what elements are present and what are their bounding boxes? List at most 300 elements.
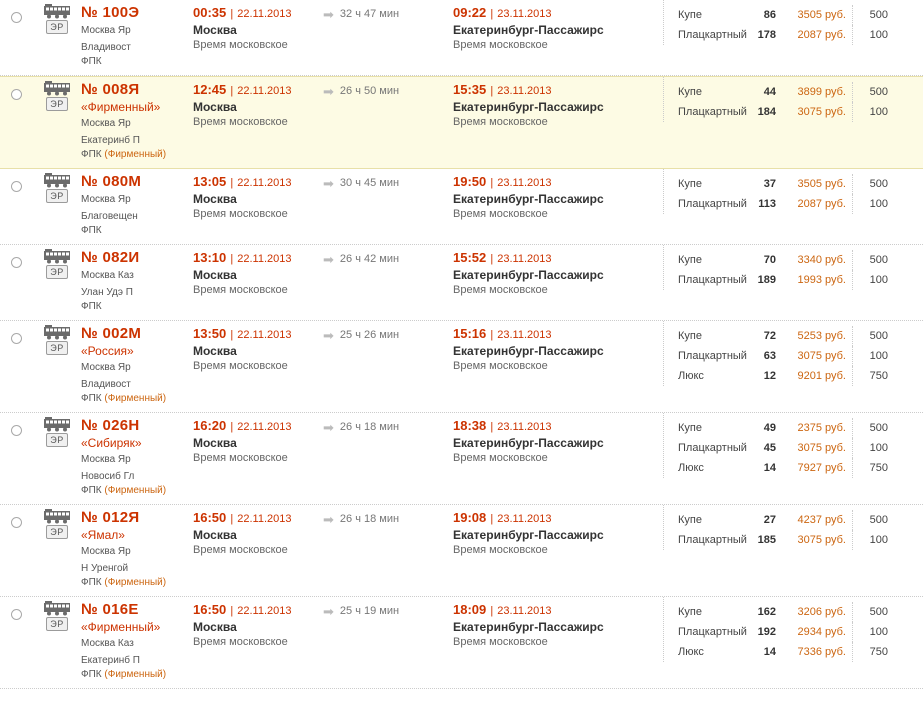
departure-station: Москва <box>193 436 237 450</box>
arrival-timezone: Время московское <box>453 360 548 372</box>
travel-duration: 26 ч 50 мин <box>339 85 400 97</box>
departure-station: Москва <box>193 620 237 634</box>
train-number[interactable]: № 016Е <box>81 601 139 618</box>
train-type-cell <box>33 321 81 355</box>
arrival-station: Екатеринбург-Пассажирс <box>453 528 604 542</box>
fare-service-fee: 750 <box>852 366 896 386</box>
fare-service-fee: 500 <box>852 326 896 346</box>
select-train-cell[interactable] <box>0 413 33 436</box>
fare-price[interactable]: 9201 руб. <box>797 370 846 382</box>
select-train-radio[interactable] <box>11 89 22 100</box>
carrier-code: ФПК <box>81 577 102 588</box>
train-result-row-4[interactable] <box>0 321 923 413</box>
select-train-radio[interactable] <box>11 12 22 23</box>
fare-row[interactable] <box>664 622 923 642</box>
fare-class: Купе <box>678 254 702 266</box>
train-route-from: Москва Каз <box>81 270 134 281</box>
fare-seats-available: 27 <box>763 514 776 526</box>
arrival-cell <box>453 77 663 128</box>
train-info-cell <box>81 0 193 75</box>
arrival-cell <box>453 0 663 51</box>
select-train-radio[interactable] <box>11 425 22 436</box>
fare-price[interactable]: 5253 руб. <box>797 330 846 342</box>
train-type-cell <box>33 0 81 34</box>
fare-service-fee: 500 <box>852 602 896 622</box>
train-route-from: Москва Каз <box>81 638 134 649</box>
arrival-datetime <box>453 250 663 265</box>
train-info-cell <box>81 245 193 320</box>
fare-price[interactable]: 3075 руб. <box>797 350 846 362</box>
train-route-to: Екатеринб П <box>81 135 140 146</box>
departure-station: Москва <box>193 192 237 206</box>
select-train-cell[interactable] <box>0 597 33 620</box>
carrier-code: ФПК <box>81 225 102 236</box>
departure-cell <box>193 0 323 51</box>
fare-class: Купе <box>678 422 702 434</box>
train-route-from: Москва Яр <box>81 194 131 205</box>
arrival-date: 23.11.2013 <box>497 177 552 189</box>
select-train-radio[interactable] <box>11 517 22 528</box>
train-icon <box>44 4 70 19</box>
train-number[interactable]: № 002М <box>81 325 142 342</box>
departure-station: Москва <box>193 344 237 358</box>
arrival-time: 19:50 <box>453 174 487 189</box>
fare-price[interactable]: 7927 руб. <box>797 462 846 474</box>
train-name: «Фирменный» <box>81 100 161 114</box>
fare-price[interactable]: 2087 руб. <box>797 198 846 210</box>
duration-cell <box>323 0 453 20</box>
departure-date: 22.11.2013 <box>237 513 292 525</box>
fare-class: Купе <box>678 514 702 526</box>
departure-datetime <box>193 174 323 189</box>
fare-seats-available: 49 <box>763 422 776 434</box>
fare-class: Купе <box>678 86 702 98</box>
arrival-station: Екатеринбург-Пассажирс <box>453 620 604 634</box>
travel-duration: 30 ч 45 мин <box>339 177 400 189</box>
train-carrier <box>81 224 193 244</box>
carrier-code: ФПК <box>81 301 102 312</box>
fare-price[interactable]: 3075 руб. <box>797 442 846 454</box>
train-result-row-1[interactable] <box>0 76 923 169</box>
arrival-datetime <box>453 510 663 525</box>
fare-service-fee: 500 <box>852 510 896 530</box>
select-train-radio[interactable] <box>11 333 22 344</box>
train-number[interactable]: № 100Э <box>81 4 140 21</box>
train-route-to: Владивост <box>81 379 131 390</box>
fare-row[interactable] <box>664 346 923 366</box>
datetime-separator: | <box>490 253 494 265</box>
fare-row[interactable] <box>664 82 923 102</box>
train-info-cell <box>81 169 193 244</box>
fare-seats-available: 37 <box>763 178 776 190</box>
arrival-datetime <box>453 174 663 189</box>
departure-time: 16:50 <box>193 510 227 525</box>
datetime-separator: | <box>490 177 494 189</box>
electronic-registration-badge: ЭР <box>46 433 67 447</box>
fare-class: Плацкартный <box>678 626 747 638</box>
arrival-station: Екатеринбург-Пассажирс <box>453 23 604 37</box>
departure-time: 16:20 <box>193 418 227 433</box>
fare-class: Плацкартный <box>678 534 747 546</box>
arrival-cell <box>453 169 663 220</box>
departure-timezone: Время московское <box>193 39 288 51</box>
fare-service-fee: 500 <box>852 174 896 194</box>
fare-price[interactable]: 3899 руб. <box>797 86 846 98</box>
train-route-to: Улан Удэ П <box>81 287 133 298</box>
carrier-code: ФПК <box>81 485 102 496</box>
fare-row[interactable] <box>664 438 923 458</box>
fare-seats-available: 184 <box>757 106 776 118</box>
travel-duration: 26 ч 18 мин <box>339 421 400 433</box>
select-train-radio[interactable] <box>11 181 22 192</box>
departure-cell <box>193 245 323 296</box>
train-name: «Сибиряк» <box>81 436 142 450</box>
fare-row[interactable] <box>664 194 923 214</box>
fare-price[interactable]: 2934 руб. <box>797 626 846 638</box>
datetime-separator: | <box>490 8 494 20</box>
datetime-separator: | <box>490 85 494 97</box>
departure-time: 12:45 <box>193 82 227 97</box>
carrier-code: ФПК <box>81 149 102 160</box>
select-train-radio[interactable] <box>11 609 22 620</box>
fare-price[interactable]: 3075 руб. <box>797 106 846 118</box>
arrival-station: Екатеринбург-Пассажирс <box>453 192 604 206</box>
fare-row[interactable] <box>664 5 923 25</box>
datetime-separator: | <box>230 253 234 265</box>
fare-price[interactable]: 3340 руб. <box>797 254 846 266</box>
electronic-registration-badge: ЭР <box>46 265 67 279</box>
train-info-cell <box>81 597 193 688</box>
arrival-time: 18:38 <box>453 418 487 433</box>
fare-price[interactable]: 1993 руб. <box>797 274 846 286</box>
select-train-cell[interactable] <box>0 169 33 192</box>
fare-row[interactable] <box>664 102 923 122</box>
departure-time: 13:05 <box>193 174 227 189</box>
train-number[interactable]: № 012Я <box>81 509 140 526</box>
datetime-separator: | <box>230 8 234 20</box>
fare-price[interactable]: 2087 руб. <box>797 29 846 41</box>
train-type-cell <box>33 77 81 111</box>
duration-cell <box>323 77 453 97</box>
carrier-firm-label: (Фирменный) <box>104 577 167 588</box>
train-route-from: Москва Яр <box>81 454 131 465</box>
arrival-timezone: Время московское <box>453 636 548 648</box>
train-route-from: Москва Яр <box>81 118 131 129</box>
train-icon <box>44 249 70 264</box>
arrow-right-icon: ➡ <box>323 419 334 435</box>
arrival-datetime <box>453 326 663 341</box>
fares-cell <box>663 245 923 290</box>
departure-cell <box>193 597 323 648</box>
fare-service-fee: 100 <box>852 270 896 290</box>
duration-cell <box>323 321 453 341</box>
train-route-to: Благовещен <box>81 211 138 222</box>
departure-datetime <box>193 418 323 433</box>
departure-date: 22.11.2013 <box>237 329 292 341</box>
carrier-firm-label: (Фирменный) <box>104 669 167 680</box>
arrow-right-icon: ➡ <box>323 6 334 22</box>
arrival-datetime <box>453 82 663 97</box>
datetime-separator: | <box>490 605 494 617</box>
fare-service-fee: 500 <box>852 5 896 25</box>
fare-row[interactable] <box>664 326 923 346</box>
datetime-separator: | <box>490 421 494 433</box>
arrival-date: 23.11.2013 <box>497 513 552 525</box>
train-route-from: Москва Яр <box>81 546 131 557</box>
arrow-right-icon: ➡ <box>323 603 334 619</box>
electronic-registration-badge: ЭР <box>46 189 67 203</box>
arrival-datetime <box>453 5 663 20</box>
datetime-separator: | <box>490 513 494 525</box>
fare-service-fee: 500 <box>852 418 896 438</box>
train-info-cell <box>81 413 193 504</box>
travel-duration: 26 ч 18 мин <box>339 513 400 525</box>
fare-row[interactable] <box>664 510 923 530</box>
fare-price[interactable]: 2375 руб. <box>797 422 846 434</box>
fare-class: Плацкартный <box>678 442 747 454</box>
duration-cell <box>323 169 453 189</box>
datetime-separator: | <box>230 329 234 341</box>
departure-datetime <box>193 602 323 617</box>
train-number[interactable]: № 082И <box>81 249 140 266</box>
arrival-time: 18:09 <box>453 602 487 617</box>
departure-timezone: Время московское <box>193 636 288 648</box>
departure-station: Москва <box>193 100 237 114</box>
arrival-timezone: Время московское <box>453 284 548 296</box>
arrival-cell <box>453 413 663 464</box>
arrival-timezone: Время московское <box>453 208 548 220</box>
select-train-cell[interactable] <box>0 321 33 344</box>
train-info-cell <box>81 321 193 412</box>
travel-duration: 25 ч 19 мин <box>339 605 400 617</box>
electronic-registration-badge: ЭР <box>46 617 67 631</box>
travel-duration: 26 ч 42 мин <box>339 253 400 265</box>
fare-service-fee: 100 <box>852 530 896 550</box>
fares-cell <box>663 321 923 386</box>
train-type-cell <box>33 597 81 631</box>
train-result-row-0[interactable] <box>0 0 923 76</box>
fare-service-fee: 750 <box>852 642 896 662</box>
departure-datetime <box>193 82 323 97</box>
fare-class: Плацкартный <box>678 274 747 286</box>
fare-row[interactable] <box>664 602 923 622</box>
select-train-cell[interactable] <box>0 505 33 528</box>
arrival-date: 23.11.2013 <box>497 8 552 20</box>
train-type-cell <box>33 505 81 539</box>
arrival-date: 23.11.2013 <box>497 605 552 617</box>
train-result-row-7[interactable] <box>0 597 923 689</box>
train-result-row-3[interactable] <box>0 245 923 321</box>
arrow-right-icon: ➡ <box>323 175 334 191</box>
train-type-cell <box>33 245 81 279</box>
departure-timezone: Время московское <box>193 284 288 296</box>
fare-seats-available: 192 <box>757 626 776 638</box>
fare-row[interactable] <box>664 270 923 290</box>
departure-cell <box>193 413 323 464</box>
departure-cell <box>193 169 323 220</box>
train-carrier <box>81 668 193 688</box>
electronic-registration-badge: ЭР <box>46 525 67 539</box>
train-icon <box>44 81 70 96</box>
fare-service-fee: 100 <box>852 25 896 45</box>
fare-class: Плацкартный <box>678 350 747 362</box>
fare-seats-available: 44 <box>763 86 776 98</box>
arrival-date: 23.11.2013 <box>497 253 552 265</box>
travel-duration: 32 ч 47 мин <box>339 8 400 20</box>
fare-seats-available: 162 <box>757 606 776 618</box>
departure-timezone: Время московское <box>193 116 288 128</box>
arrival-cell <box>453 321 663 372</box>
arrival-station: Екатеринбург-Пассажирс <box>453 436 604 450</box>
fare-price[interactable]: 3505 руб. <box>797 178 846 190</box>
fare-seats-available: 14 <box>763 646 776 658</box>
fare-seats-available: 189 <box>757 274 776 286</box>
datetime-separator: | <box>230 177 234 189</box>
arrival-time: 09:22 <box>453 5 487 20</box>
fare-class: Плацкартный <box>678 198 747 210</box>
fare-row[interactable] <box>664 25 923 45</box>
select-train-cell[interactable] <box>0 0 33 23</box>
fare-price[interactable]: 7336 руб. <box>797 646 846 658</box>
electronic-registration-badge: ЭР <box>46 20 67 34</box>
train-route-to: Новосиб Гл <box>81 471 135 482</box>
fare-class: Купе <box>678 9 702 21</box>
departure-timezone: Время московское <box>193 208 288 220</box>
train-route-to: Н Уренгой <box>81 563 129 574</box>
fare-class: Плацкартный <box>678 29 747 41</box>
carrier-code: ФПК <box>81 56 102 67</box>
fares-cell <box>663 597 923 662</box>
fare-row[interactable] <box>664 530 923 550</box>
train-carrier <box>81 55 193 75</box>
duration-cell <box>323 597 453 617</box>
fare-price[interactable]: 3206 руб. <box>797 606 846 618</box>
datetime-separator: | <box>230 605 234 617</box>
fare-seats-available: 63 <box>763 350 776 362</box>
arrival-timezone: Время московское <box>453 544 548 556</box>
train-name: «Россия» <box>81 344 134 358</box>
train-icon <box>44 173 70 188</box>
departure-date: 22.11.2013 <box>237 421 292 433</box>
train-carrier <box>81 300 193 320</box>
fares-cell <box>663 505 923 550</box>
departure-cell <box>193 505 323 556</box>
fare-row[interactable] <box>664 418 923 438</box>
fare-row[interactable] <box>664 250 923 270</box>
fare-seats-available: 178 <box>757 29 776 41</box>
departure-date: 22.11.2013 <box>237 253 292 265</box>
departure-timezone: Время московское <box>193 360 288 372</box>
train-type-cell <box>33 169 81 203</box>
departure-date: 22.11.2013 <box>237 177 292 189</box>
train-result-row-2[interactable] <box>0 169 923 245</box>
fare-service-fee: 100 <box>852 346 896 366</box>
arrow-right-icon: ➡ <box>323 83 334 99</box>
arrival-time: 15:35 <box>453 82 487 97</box>
departure-date: 22.11.2013 <box>237 8 292 20</box>
select-train-radio[interactable] <box>11 257 22 268</box>
departure-time: 16:50 <box>193 602 227 617</box>
carrier-firm-label: (Фирменный) <box>104 485 167 496</box>
departure-time: 00:35 <box>193 5 227 20</box>
train-number[interactable]: № 026Н <box>81 417 140 434</box>
fare-class: Купе <box>678 330 702 342</box>
arrival-datetime <box>453 418 663 433</box>
fare-price[interactable]: 3505 руб. <box>797 9 846 21</box>
fare-seats-available: 45 <box>763 442 776 454</box>
train-number[interactable]: № 080М <box>81 173 142 190</box>
train-number[interactable]: № 008Я <box>81 81 140 98</box>
fare-class: Купе <box>678 178 702 190</box>
fare-class: Купе <box>678 606 702 618</box>
train-icon <box>44 509 70 524</box>
fare-price[interactable]: 4237 руб. <box>797 514 846 526</box>
fare-row[interactable] <box>664 174 923 194</box>
train-carrier <box>81 484 193 504</box>
departure-date: 22.11.2013 <box>237 605 292 617</box>
fare-service-fee: 100 <box>852 622 896 642</box>
departure-station: Москва <box>193 268 237 282</box>
arrival-cell <box>453 597 663 648</box>
departure-station: Москва <box>193 23 237 37</box>
fare-service-fee: 100 <box>852 194 896 214</box>
train-info-cell <box>81 77 193 168</box>
fare-class: Люкс <box>678 646 704 658</box>
train-carrier <box>81 576 193 596</box>
fare-seats-available: 86 <box>763 9 776 21</box>
carrier-firm-label: (Фирменный) <box>104 393 167 404</box>
departure-datetime <box>193 326 323 341</box>
departure-station: Москва <box>193 528 237 542</box>
train-icon <box>44 325 70 340</box>
electronic-registration-badge: ЭР <box>46 341 67 355</box>
fare-service-fee: 750 <box>852 458 896 478</box>
duration-cell <box>323 505 453 525</box>
departure-time: 13:10 <box>193 250 227 265</box>
carrier-code: ФПК <box>81 669 102 680</box>
arrival-cell <box>453 245 663 296</box>
fares-cell <box>663 169 923 214</box>
train-icon <box>44 417 70 432</box>
datetime-separator: | <box>230 85 234 97</box>
departure-datetime <box>193 510 323 525</box>
fare-row[interactable] <box>664 458 923 478</box>
fare-service-fee: 500 <box>852 250 896 270</box>
train-route-to: Екатеринб П <box>81 655 140 666</box>
departure-timezone: Время московское <box>193 544 288 556</box>
departure-datetime <box>193 250 323 265</box>
train-route-to: Владивост <box>81 42 131 53</box>
datetime-separator: | <box>490 329 494 341</box>
duration-cell <box>323 413 453 433</box>
arrival-date: 23.11.2013 <box>497 85 552 97</box>
select-train-cell[interactable] <box>0 245 33 268</box>
fare-price[interactable]: 3075 руб. <box>797 534 846 546</box>
train-icon <box>44 601 70 616</box>
train-result-row-5[interactable] <box>0 413 923 505</box>
select-train-cell[interactable] <box>0 77 33 100</box>
fare-seats-available: 72 <box>763 330 776 342</box>
fare-row[interactable] <box>664 642 923 662</box>
fare-row[interactable] <box>664 366 923 386</box>
train-result-row-6[interactable] <box>0 505 923 597</box>
travel-duration: 25 ч 26 мин <box>339 329 400 341</box>
arrival-station: Екатеринбург-Пассажирс <box>453 344 604 358</box>
fares-cell <box>663 413 923 478</box>
departure-time: 13:50 <box>193 326 227 341</box>
datetime-separator: | <box>230 421 234 433</box>
arrow-right-icon: ➡ <box>323 327 334 343</box>
